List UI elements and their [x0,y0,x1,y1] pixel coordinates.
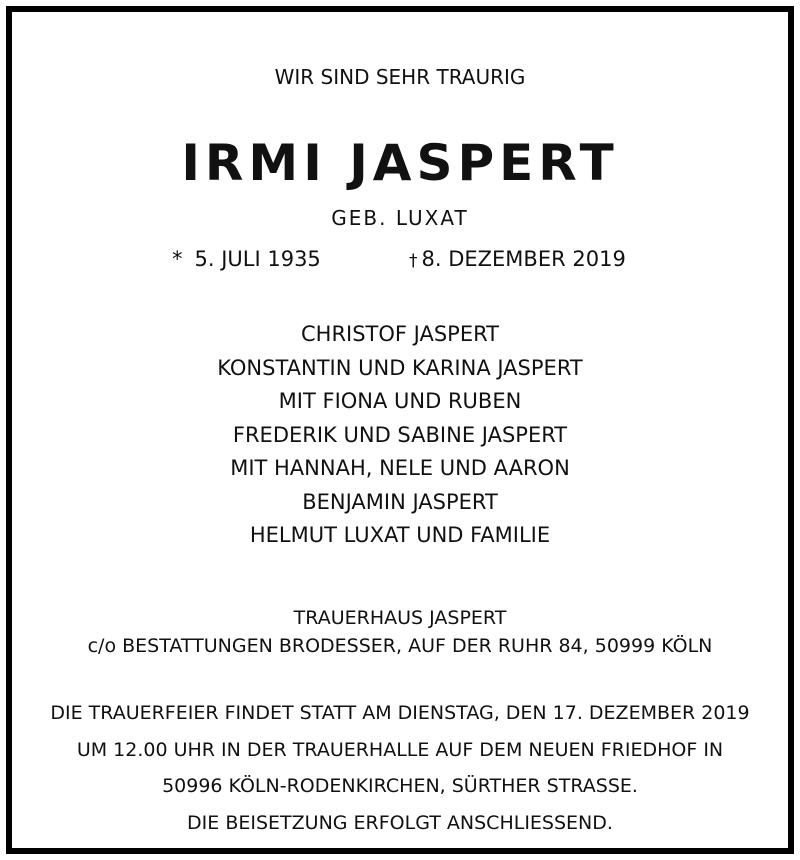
mourner-line: MIT HANNAH, NELE UND AARON [230,456,570,480]
birth-date: 5. JULI 1935 [194,247,321,271]
mourners-list [12,318,788,553]
birth-star-icon: * [172,247,183,271]
maiden-name: GEB. LUXAT [331,206,469,230]
intro-text: WIR SIND SEHR TRAURIG [274,65,526,89]
service-line: DIE BEISETZUNG ERFOLGT ANSCHLIESSEND. [187,812,613,835]
mourner-line: HELMUT LUXAT UND FAMILIE [249,523,551,547]
funeral-home-address: c/o BESTATTUNGEN BRODESSER, AUF DER RUHR 84, 50999 KÖLN [87,635,713,657]
death-date: 8. DEZEMBER 2019 [421,247,626,271]
mourner-line: MIT FIONA UND RUBEN [278,389,522,413]
deceased-name: IRMI JASPERT [181,134,619,192]
service-line: DIE TRAUERFEIER FINDET STATT AM DIENSTAG, DEN 17. DEZEMBER 2019 [50,702,750,724]
obituary-notice [6,6,794,854]
mourner-line: CHRISTOF JASPERT [300,322,500,346]
service-line: 50996 KÖLN-RODENKIRCHEN, SÜRTHER STRASSE. [162,775,638,798]
service-details [12,695,788,842]
service-line: UM 12.00 UHR IN DER TRAUERHALLE AUF DEM NEUEN FRIEDHOF IN [76,738,724,761]
mourner-line: BENJAMIN JASPERT [302,489,498,514]
mourner-line: FREDERIK UND SABINE JASPERT [232,422,568,447]
death-date-group [409,249,626,270]
death-cross-icon: † [409,251,418,271]
birth-date-group [172,249,321,270]
house-of-mourning: TRAUERHAUS JASPERT [293,607,507,629]
mourner-line: KONSTANTIN UND KARINA JASPERT [217,355,583,380]
